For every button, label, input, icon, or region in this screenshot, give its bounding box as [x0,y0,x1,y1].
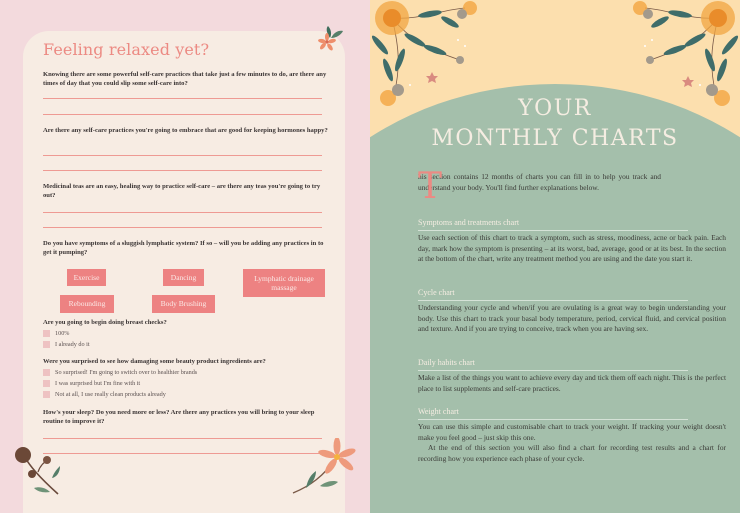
checkbox[interactable] [43,369,50,376]
question-5: Are you going to begin doing breast checks? [43,319,167,326]
section-divider [418,230,688,231]
question-3: Medicinal teas are an easy, healing way to practice self-care – are there any teas you're going to try out? [43,183,321,199]
section-divider [418,370,688,371]
question-4: Do you have symptoms of a sluggish lymphatic system? If so – will you be adding any practices in to get it pumping? [43,240,324,256]
checkbox[interactable] [43,380,50,387]
flower-sprig-icon [290,438,360,498]
section-heading-daily-habits: Daily habits chart [418,358,475,367]
leaf-flower-sprig-icon [316,26,344,52]
drop-cap: T [418,166,443,207]
section-heading-cycle: Cycle chart [418,288,455,297]
pill-body-brushing[interactable]: Body Brushing [152,295,215,313]
section-body-daily-habits: Make a list of the things you want to achieve every day and tick them off each night. This is the perfect place to list supplements and self-care practices. [418,373,726,393]
checkbox-option[interactable]: 100% [43,330,69,337]
answer-line[interactable] [43,438,322,439]
checkbox-option[interactable]: I was surprised but I'm fine with it [43,380,140,387]
answer-line[interactable] [43,227,322,228]
title-line-2: MONTHLY CHARTS [431,126,679,151]
section-divider [418,419,688,420]
answer-line[interactable] [43,170,322,171]
pill-exercise[interactable]: Exercise [67,269,106,286]
section-divider [418,300,688,301]
question-2: Are there any self-care practices you're going to embrace that are good for keeping hormones happy? [43,127,328,134]
section-heading-weight: Weight chart [418,407,459,416]
section-body-closing: At the end of this section you will also find a chart for recording test results and a chart for recording how you experience each phase of your cycle. [418,443,726,463]
question-1: Knowing there are some powerful self-care practices that take just a few minutes to do, are there any times of day that you could slip some self-care into? [43,71,327,87]
checkbox[interactable] [43,330,50,337]
answer-line[interactable] [43,114,322,115]
checkbox[interactable] [43,391,50,398]
section-heading-symptoms: Symptoms and treatments chart [418,218,520,227]
intro-paragraph: his section contains 12 months of charts you can fill in to help you track and understand your body. You'll find further explanations below. [418,172,661,192]
checkbox-option[interactable]: Not at all, I use really clean products already [43,391,166,398]
section-body-symptoms: Use each section of this chart to track a symptom, such as stress, moodiness, acne or back pain. Each day, mark how the symptom is presenting – at its worst, bad, average, good or at its best. In the section at the bottom of the chart, write any treatment method you are using and the date you start it. [418,233,726,264]
checkbox-option[interactable]: So surprised! I'm going to switch over to healthier brands [43,369,197,376]
answer-line[interactable] [43,155,322,156]
section-body-cycle: Understanding your cycle and when/if you are ovulating is a great way to begin understanding your body. Use this chart to track your basal body temperature, period, cervical fluid, and cervical position and texture. And if you are trying to conceive, track when you are having sex. [418,303,726,334]
question-7: How's your sleep? Do you need more or less? Are there any practices you will bring to your sleep routine to improve it? [43,409,315,425]
checkbox-option[interactable]: I already do it [43,341,90,348]
question-6: Were you surprised to see how damaging some beauty product ingredients are? [43,358,266,365]
pill-rebounding[interactable]: Rebounding [60,295,114,313]
pill-dancing[interactable]: Dancing [163,269,204,286]
right-page [370,0,740,513]
title-line-1: YOUR [518,96,592,121]
answer-line[interactable] [43,98,322,99]
berry-sprig-icon [12,444,62,496]
checkbox[interactable] [43,341,50,348]
page-title: Feeling relaxed yet? [43,40,210,59]
pill-lymphatic-drainage-massage[interactable]: Lymphatic drainage massage [243,269,325,297]
answer-line[interactable] [43,212,322,213]
section-body-weight: You can use this simple and customisable chart to track your weight. If tracking your weight doesn't make you feel good – just skip this one. [418,422,726,442]
answer-line[interactable] [43,453,322,454]
